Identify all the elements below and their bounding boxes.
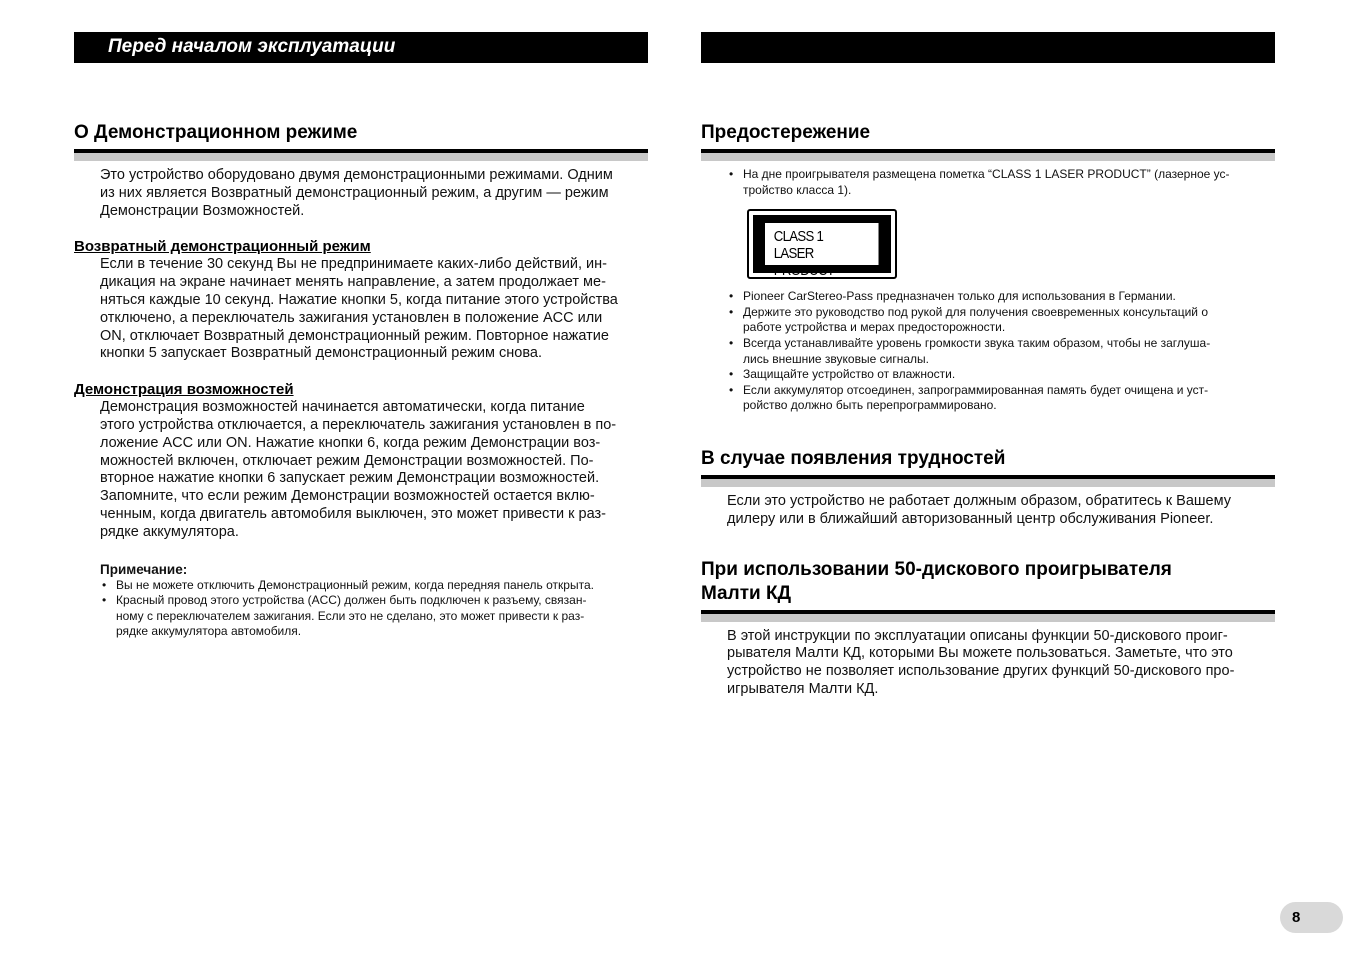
list-item bbox=[74, 593, 648, 640]
bullet: • bbox=[729, 367, 734, 382]
title-line: Малти КД bbox=[701, 582, 792, 604]
text-line: ройство должно быть перепрограммировано. bbox=[743, 398, 997, 413]
text-line: Pioneer CarStereo-Pass предназначен только для использования в Германии. bbox=[743, 289, 1176, 304]
note-title: Примечание: bbox=[100, 561, 188, 577]
title-gray-band bbox=[701, 614, 1275, 622]
text-line: В этой инструкции по эксплуатации описаны функции 50-дискового проиг- bbox=[727, 627, 1228, 644]
bullet: • bbox=[729, 382, 734, 397]
text-line: рядке аккумулятора автомобиля. bbox=[116, 624, 302, 639]
text-line: дикация на экране начинает менять направление, а затем продолжает ме- bbox=[100, 274, 606, 291]
caution-list bbox=[701, 289, 1275, 414]
list-item bbox=[74, 578, 648, 594]
text-line: рядке аккумулятора. bbox=[100, 523, 239, 540]
note-list bbox=[74, 578, 648, 640]
text-line: ному с переключателем зажигания. Если это не сделано, это может привести к раз- bbox=[116, 608, 585, 623]
caution-list-top bbox=[701, 167, 1275, 198]
page-number: 8 bbox=[1280, 902, 1343, 933]
page-header-bar: Перед началом эксплуатации bbox=[74, 32, 648, 63]
text-line: из них является Возвратный демонстрационный режим, а другим — режим bbox=[100, 184, 609, 201]
text-line: дилеру или в ближайший авторизованный центр обслуживания Pioneer. bbox=[727, 510, 1214, 527]
text-line: Красный провод этого устройства (ACC) должен быть подключен к разъему, связан- bbox=[116, 593, 587, 608]
text-line: отключено, а переключатель зажигания установлен в положение ACC или bbox=[100, 309, 603, 326]
bullet: • bbox=[729, 167, 734, 181]
left-column bbox=[74, 32, 648, 640]
text-line: Демонстрации Возможностей. bbox=[100, 202, 305, 219]
text-line: этого устройства отключается, а переключатель зажигания установлен в по- bbox=[100, 416, 617, 433]
bullet: • bbox=[102, 577, 107, 592]
return-demo-paragraph bbox=[74, 256, 648, 363]
text-line: Если в течение 30 секунд Вы не предпринимаете каких-либо действий, ин- bbox=[100, 256, 607, 273]
bullet: • bbox=[729, 335, 734, 350]
laser-label-frame bbox=[753, 215, 891, 280]
text-line: Запомните, что если режим Демонстрации возможностей остается вклю- bbox=[100, 488, 595, 505]
text-line: лись внешние звуковые сигналы. bbox=[743, 351, 929, 366]
page-header-bar-right bbox=[701, 32, 1275, 63]
text-line: устройство не позволяет использование других функций 50-дискового про- bbox=[727, 663, 1235, 680]
text-line: Это устройство оборудовано двумя демонстрационными режимами. Одним bbox=[100, 167, 613, 183]
laser-label-line: LASER PRODUCT bbox=[773, 245, 835, 280]
text-line: Если это устройство не работает должным образом, обратитесь к Вашему bbox=[727, 492, 1231, 509]
text-line: няться каждые 10 секунд. Нажатие кнопки 5, когда питание этого устройства bbox=[100, 291, 618, 308]
feature-demo-paragraph bbox=[74, 399, 648, 541]
text-line: Держите это руководство под рукой для получения своевременных консультаций о bbox=[743, 304, 1209, 319]
title-line: При использовании 50-дискового проигрывателя bbox=[701, 558, 1172, 580]
demo-intro-paragraph bbox=[74, 167, 648, 220]
multi-cd-paragraph bbox=[701, 628, 1275, 699]
laser-product-label bbox=[747, 209, 897, 279]
subsection-title-feature-demo: Демонстрация возможностей bbox=[74, 381, 294, 399]
text-line: Если аккумулятор отсоединен, запрограммированная память будет очищена и уст- bbox=[743, 382, 1209, 397]
laser-label-text bbox=[765, 223, 878, 280]
title-gray-band bbox=[701, 479, 1275, 487]
text-line: рывателя Малти КД, которыми Вы можете пользоваться. Заметьте, что это bbox=[727, 645, 1233, 662]
text-line: игрывателя Малти КД. bbox=[727, 680, 879, 697]
trouble-paragraph bbox=[701, 493, 1275, 529]
section-title-caution: Предостережение bbox=[701, 122, 871, 143]
bullet: • bbox=[729, 304, 734, 319]
bullet: • bbox=[102, 593, 107, 608]
text-line: ON, отключает Возвратный демонстрационный режим. Повторное нажатие bbox=[100, 327, 609, 344]
text-line: Всегда устанавливайте уровень громкости звука таким образом, чтобы не заглуша- bbox=[743, 335, 1211, 350]
section-title-demo-mode: О Демонстрационном режиме bbox=[74, 122, 358, 143]
text-line: вторное нажатие кнопки 6 запускает режим Демонстрации возможностей. bbox=[100, 470, 600, 487]
text-line: Вы не можете отключить Демонстрационный режим, когда передняя панель открыта. bbox=[116, 577, 594, 592]
title-gray-band bbox=[74, 153, 648, 161]
list-item bbox=[701, 383, 1275, 414]
text-line: ложение ACC или ON. Нажатие кнопки 6, когда режим Демонстрации воз- bbox=[100, 434, 601, 451]
list-item bbox=[701, 289, 1275, 305]
laser-label-line: CLASS 1 bbox=[773, 228, 824, 246]
text-line: ченным, когда двигатель автомобиля выключен, это может привести к раз- bbox=[100, 505, 606, 522]
list-item bbox=[701, 167, 1275, 198]
list-item bbox=[701, 305, 1275, 336]
text-line: Защищайте устройство от влажности. bbox=[743, 367, 956, 382]
text-line: Демонстрация возможностей начинается автоматически, когда питание bbox=[100, 399, 585, 416]
title-gray-band bbox=[701, 153, 1275, 161]
text-line: можностей включен, отключает режим Демонстрации возможностей. По- bbox=[100, 452, 594, 469]
text-line: работе устройства и мерах предосторожности. bbox=[743, 320, 1006, 335]
list-item bbox=[701, 367, 1275, 383]
text-line: кнопки 5 запускает Возвратный демонстрационный режим снова. bbox=[100, 345, 542, 362]
section-title-multi-cd bbox=[701, 558, 1275, 606]
text-line: тройство класса 1). bbox=[743, 182, 852, 197]
right-column bbox=[701, 32, 1275, 699]
text-line: На дне проигрывателя размещена пометка “CLASS 1 LASER PRODUCT” (лазерное ус- bbox=[743, 167, 1230, 181]
bullet: • bbox=[729, 289, 734, 304]
subsection-title-return-demo: Возвратный демонстрационный режим bbox=[74, 238, 371, 256]
section-title-trouble: В случае появления трудностей bbox=[701, 447, 1006, 469]
list-item bbox=[701, 336, 1275, 367]
